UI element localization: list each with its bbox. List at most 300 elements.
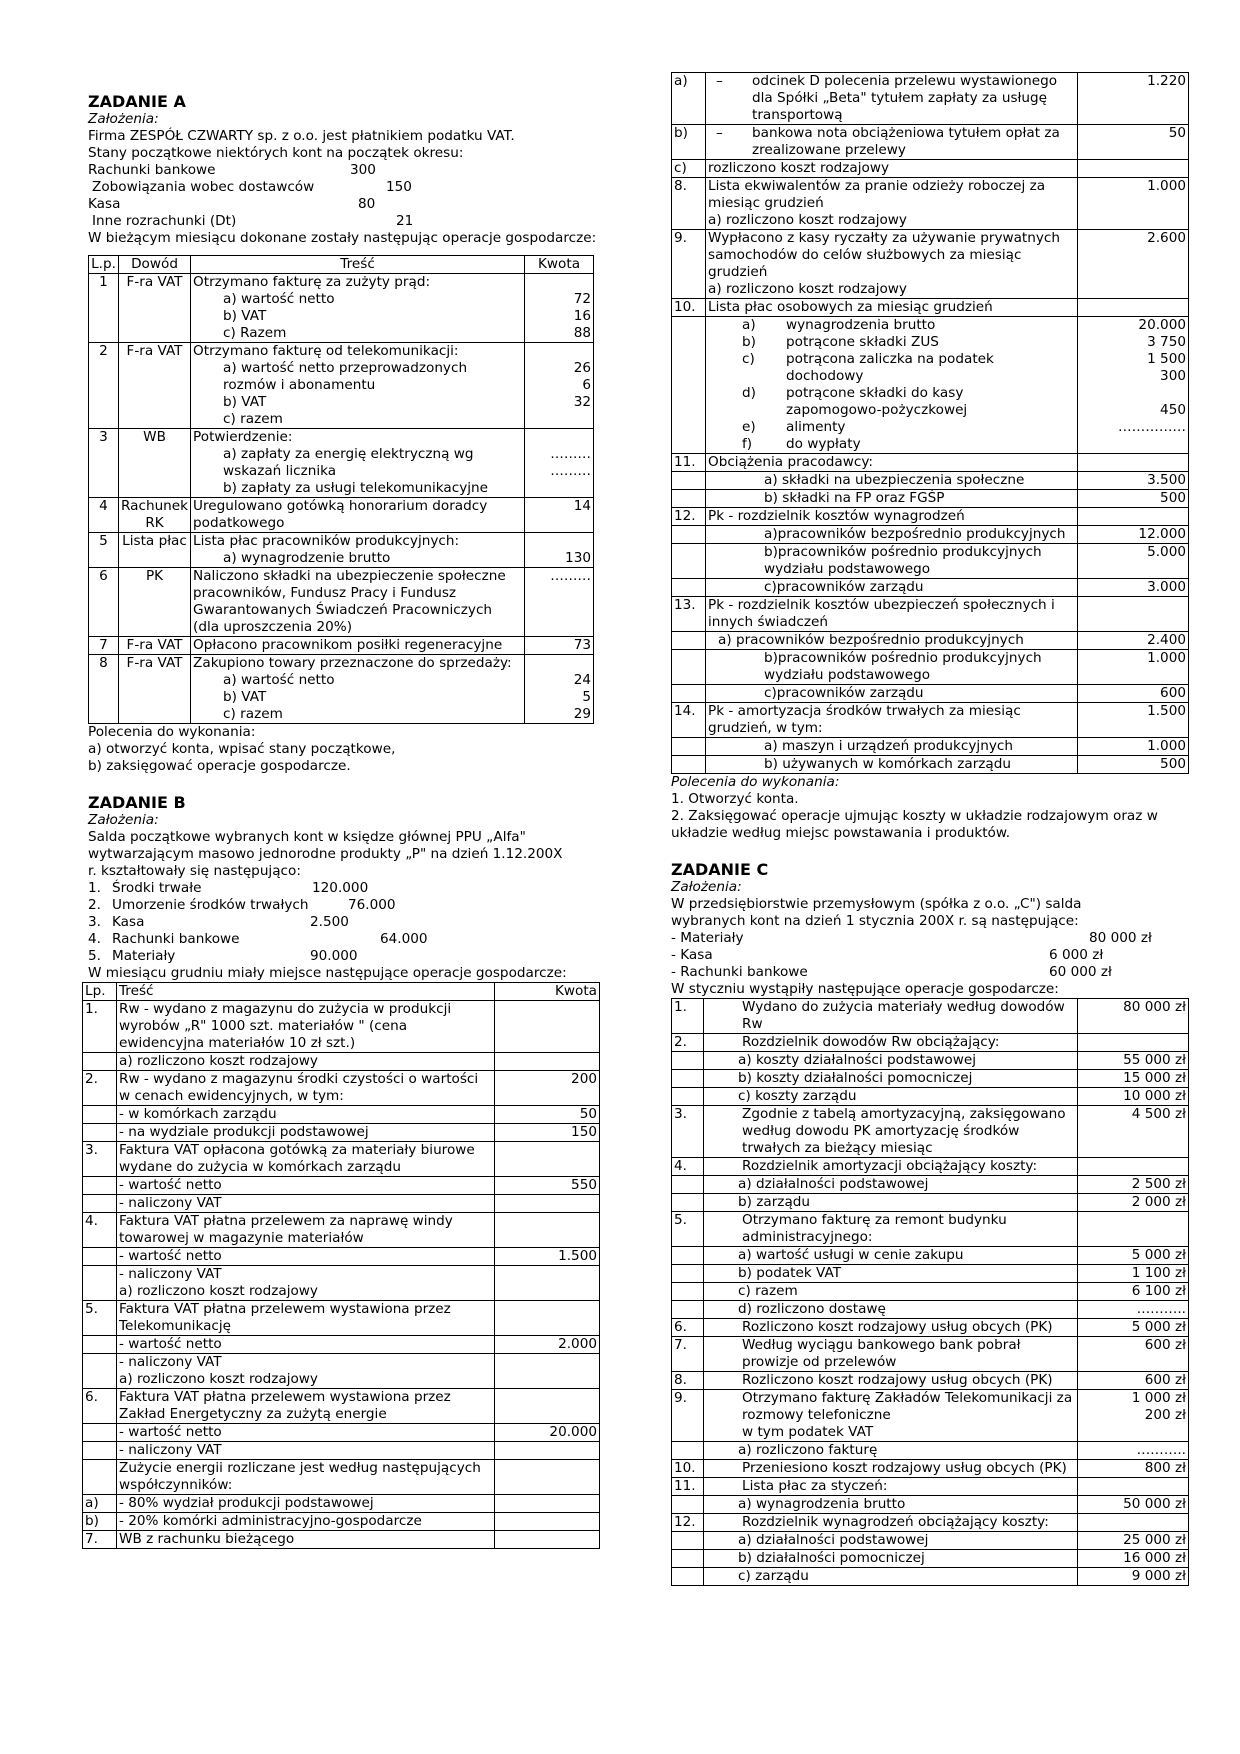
row-number <box>672 1496 704 1514</box>
table-row <box>83 1071 600 1106</box>
table-row <box>672 756 1189 774</box>
row-number <box>672 1247 704 1265</box>
table-row <box>672 472 1189 490</box>
row-amount: 2.600 <box>1078 230 1189 299</box>
row-amount <box>525 533 594 568</box>
row-number <box>672 1532 704 1550</box>
line-amount: 6 <box>582 377 591 393</box>
row-text: Zużycie energii rozliczane jest według następujących współczynników: <box>117 1460 495 1495</box>
balance-value: 80 <box>358 196 376 212</box>
row-number <box>672 738 706 756</box>
row-text: Rw - wydano z magazynu środki czystości o wartości w cenach ewidencyjnych, w tym: <box>117 1071 495 1106</box>
line-amount <box>527 655 591 672</box>
row-text: Pk - rozdzielnik kosztów ubezpieczeń społecznych i innych świadczeń <box>706 597 1078 632</box>
table-row <box>83 1460 600 1495</box>
table-row <box>83 1442 600 1460</box>
balance-no: 2. <box>88 897 101 913</box>
row-amount <box>1078 597 1189 632</box>
row-text <box>191 429 525 498</box>
table-row <box>83 1124 600 1142</box>
zadanie-c-intro2: W styczniu wystąpiły następujące operacje gospodarcze: <box>671 981 1059 997</box>
row-amount: 20.000 <box>495 1424 600 1442</box>
row-number <box>672 685 706 703</box>
row-amount: 2.400 <box>1078 632 1189 650</box>
zadanie-a-intro2: Stany początkowe niektórych kont na początek okresu: <box>88 145 464 161</box>
table-row <box>672 1034 1189 1052</box>
line-text: b) VAT <box>223 689 267 705</box>
balance-name: Rachunki bankowe <box>112 931 240 947</box>
balance-no: 5. <box>88 948 101 964</box>
line-text: Otrzymano fakturę za zużyty prąd: <box>193 274 431 290</box>
row-number <box>672 1550 704 1568</box>
table-row <box>83 1301 600 1336</box>
table-row <box>672 579 1189 597</box>
row-amount: 600 <box>1078 685 1189 703</box>
zadanie-a-intro1: Firma ZESPÓŁ CZWARTY sp. z o.o. jest płatnikiem podatku VAT. <box>88 128 515 144</box>
row-number <box>672 526 706 544</box>
row-amount: 10 000 zł <box>1078 1088 1189 1106</box>
sub-key: c) <box>742 351 755 367</box>
sub-text: wynagrodzenia brutto <box>786 317 936 333</box>
sub-item <box>708 385 1075 419</box>
table-row <box>89 343 594 429</box>
table-row <box>672 1550 1189 1568</box>
row-text: Obciążenia pracodawcy: <box>706 454 1078 472</box>
row-amount: ……….. <box>1078 1301 1189 1319</box>
table-row <box>672 490 1189 508</box>
line-amount: ……… <box>550 568 591 584</box>
row-number: 13. <box>672 597 706 632</box>
balance-name: Materiały <box>112 948 176 964</box>
row-text: a) koszty działalności podstawowej <box>704 1052 1078 1070</box>
sub-key: f) <box>742 436 753 452</box>
row-number: 6. <box>83 1389 117 1424</box>
row-number: 6. <box>672 1319 704 1337</box>
zadanie-b-polecenie-1: 1. Otworzyć konta. <box>671 791 799 807</box>
row-text: Otrzymano fakturę za remont budynku administracyjnego: <box>704 1212 1078 1247</box>
row-amount <box>525 655 594 724</box>
table-row <box>672 299 1189 317</box>
sub-text: potrącone składki do kasy zapomogowo-pożyczkowej <box>786 385 968 418</box>
line-text: Lista płac pracowników produkcyjnych: <box>193 533 460 549</box>
table-row <box>83 1142 600 1177</box>
row-text: - wartość netto <box>117 1177 495 1195</box>
zadanie-a-intro3: W bieżącym miesiącu dokonane zostały następując operacje gospodarcze: <box>88 230 597 246</box>
row-number: 1 <box>89 274 119 343</box>
line-amount: 14 <box>573 498 591 514</box>
row-number <box>672 1052 704 1070</box>
row-text: a) działalności podstawowej <box>704 1532 1078 1550</box>
sub-text: potrącone składki ZUS <box>786 334 939 350</box>
row-amount: 1.220 <box>1078 73 1189 125</box>
zadanie-a-zalozenia: Założenia: <box>88 111 159 127</box>
row-amount <box>1078 317 1189 454</box>
row-text: c)pracowników zarządu <box>706 579 1078 597</box>
col-header: Kwota <box>495 983 600 1001</box>
table-row <box>83 1513 600 1531</box>
row-amount: 12.000 <box>1078 526 1189 544</box>
row-text: b) działalności pomocniczej <box>704 1550 1078 1568</box>
row-text: Faktura VAT płatna przelewem wystawiona przez Zakład Energetyczny za zużytą energie <box>117 1389 495 1424</box>
row-number <box>672 1283 704 1301</box>
row-text: a) wynagrodzenia brutto <box>704 1496 1078 1514</box>
row-number: 4 <box>89 498 119 533</box>
row-text <box>706 317 1078 454</box>
row-number: b) <box>672 125 706 160</box>
row-number <box>83 1424 117 1442</box>
row-amount <box>495 1442 600 1460</box>
table-row <box>672 685 1189 703</box>
row-amount <box>1078 1158 1189 1176</box>
row-amount <box>495 1460 600 1495</box>
line-text: Zakupiono towary przeznaczone do sprzedaży: <box>193 655 512 671</box>
row-amount <box>1078 299 1189 317</box>
table-row <box>83 1213 600 1248</box>
row-amount: 2.000 <box>495 1336 600 1354</box>
row-text: c) razem <box>704 1283 1078 1301</box>
row-text <box>191 274 525 343</box>
sub-key: a) <box>742 317 756 333</box>
row-amount: 3.000 <box>1078 579 1189 597</box>
table-row <box>672 1176 1189 1194</box>
row-number: 3 <box>89 429 119 498</box>
row-text: Rw - wydano z magazynu do zużycia w produkcji wyrobów „R" 1000 szt. materiałów " (cena ewidencyjna materiałów 10 zł szt.) <box>117 1001 495 1053</box>
row-text: Lista płac za styczeń: <box>704 1478 1078 1496</box>
row-text: Przeniesiono koszt rodzajowy usług obcych (PK) <box>704 1460 1078 1478</box>
table-row <box>672 1478 1189 1496</box>
dash: – <box>716 73 723 89</box>
row-number: 7. <box>83 1531 117 1549</box>
row-amount: 5 000 zł <box>1078 1247 1189 1265</box>
row-amount <box>495 1053 600 1071</box>
row-number: a) <box>672 73 706 125</box>
balance-name: - Kasa <box>671 947 713 963</box>
row-text: b) używanych w komórkach zarządu <box>706 756 1078 774</box>
row-document: F-ra VAT <box>119 637 191 655</box>
balance-value: 2.500 <box>310 914 349 930</box>
zadanie-c-title: ZADANIE C <box>671 860 769 879</box>
sub-amount: …………… <box>1118 419 1186 435</box>
col-header: Kwota <box>525 256 594 274</box>
row-text: c) zarządu <box>704 1568 1078 1586</box>
line-text: b) VAT <box>223 308 267 324</box>
row-amount <box>495 1513 600 1531</box>
row-text: b)pracowników pośrednio produkcyjnych wydziału podstawowego <box>706 544 1078 579</box>
row-number <box>672 1265 704 1283</box>
col-header: Treść <box>191 256 525 274</box>
table-row <box>89 498 594 533</box>
row-text: Rozliczono koszt rodzajowy usług obcych (PK) <box>704 1319 1078 1337</box>
row-number <box>83 1248 117 1266</box>
balance-name: Zobowiązania wobec dostawców <box>92 179 315 195</box>
line-text: a) zapłaty za energię elektryczną wg wskazań licznika <box>223 446 474 479</box>
sub-text: alimenty <box>786 419 846 435</box>
row-number: b) <box>83 1513 117 1531</box>
line-text: Naliczono składki na ubezpieczenie społeczne pracowników, Fundusz Pracy i Fundusz Gwarantowanych Świadczeń Pracowniczych (dla uproszczenia 20%) <box>193 568 506 635</box>
line-amount: ……… <box>550 446 591 462</box>
table-row <box>672 1372 1189 1390</box>
row-text: c)pracowników zarządu <box>706 685 1078 703</box>
balance-value: 80 000 zł <box>1089 930 1152 946</box>
balance-name: Kasa <box>112 914 145 930</box>
sub-text: do wypłaty <box>786 436 861 452</box>
row-document: F-ra VAT <box>119 274 191 343</box>
row-amount: 1.000 <box>1078 738 1189 756</box>
row-text: b)pracowników pośrednio produkcyjnych wydziału podstawowego <box>706 650 1078 685</box>
text: odcinek D polecenia przelewu wystawionego dla Spółki „Beta" tytułem zapłaty za usługę transportową <box>752 73 1058 123</box>
zadanie-b-balances <box>88 880 606 965</box>
sub-amount <box>1080 436 1186 453</box>
row-amount: 1.500 <box>1078 703 1189 738</box>
row-text <box>706 178 1078 230</box>
row-text: - 80% wydział produkcji podstawowej <box>117 1495 495 1513</box>
table-row <box>83 1495 600 1513</box>
row-amount <box>1078 454 1189 472</box>
row-number <box>672 472 706 490</box>
row-number <box>672 579 706 597</box>
row-text: Rozdzielnik wynagrodzeń obciążający koszty: <box>704 1514 1078 1532</box>
row-amount: 16 000 zł <box>1078 1550 1189 1568</box>
row-text <box>191 568 525 637</box>
row-number: c) <box>672 160 706 178</box>
line-text: c) Razem <box>223 325 287 341</box>
row-text: Faktura VAT płatna przelewem wystawiona przez Telekomunikację <box>117 1301 495 1336</box>
row-text <box>706 73 1078 125</box>
row-text: Rozliczono koszt rodzajowy usług obcych (PK) <box>704 1372 1078 1390</box>
row-number <box>672 490 706 508</box>
table-row <box>89 655 594 724</box>
row-text: WB z rachunku bieżącego <box>117 1531 495 1549</box>
table-row <box>89 533 594 568</box>
row-number <box>672 1176 704 1194</box>
row-amount <box>1078 1034 1189 1052</box>
line-amount: 29 <box>573 706 591 722</box>
table-row <box>672 1283 1189 1301</box>
zadanie-c-balances <box>671 930 1189 981</box>
row-text: a) rozliczono koszt rodzajowy <box>117 1053 495 1071</box>
table-row <box>672 1106 1189 1158</box>
row-text: Rozdzielnik dowodów Rw obciążający: <box>704 1034 1078 1052</box>
row-amount: 50 <box>495 1106 600 1124</box>
row-number <box>83 1053 117 1071</box>
row-text: Pk - amortyzacja środków trwałych za miesiąc grudzień, w tym: <box>706 703 1078 738</box>
row-text: - naliczony VAT a) rozliczono koszt rodzajowy <box>117 1354 495 1389</box>
row-number: a) <box>83 1495 117 1513</box>
row-amount: 15 000 zł <box>1078 1070 1189 1088</box>
sub-amount: 20.000 <box>1138 317 1186 333</box>
row-number <box>83 1177 117 1195</box>
row-number: 5. <box>672 1212 704 1247</box>
row-amount: 55 000 zł <box>1078 1052 1189 1070</box>
row-amount: 50 <box>1078 125 1189 160</box>
zadanie-c-table <box>671 998 1189 1586</box>
line-text: Potwierdzenie: <box>193 429 293 445</box>
row-amount <box>495 1301 600 1336</box>
balance-value: 120.000 <box>312 880 369 896</box>
table-row <box>672 1390 1189 1442</box>
zadanie-a-polecenie-2: b) zaksięgować operacje gospodarcze. <box>88 758 351 774</box>
table-row <box>83 1266 600 1301</box>
row-number: 4. <box>672 1158 704 1176</box>
dash: – <box>716 125 723 141</box>
row-amount <box>1078 1478 1189 1496</box>
line-text: a) wartość netto <box>223 672 335 688</box>
row-text: d) rozliczono dostawę <box>704 1301 1078 1319</box>
row-amount: 500 <box>1078 490 1189 508</box>
row-amount <box>525 429 594 498</box>
row-text <box>706 230 1078 299</box>
table-row <box>672 1070 1189 1088</box>
table-row <box>672 1442 1189 1460</box>
row-amount: 2 000 zł <box>1078 1194 1189 1212</box>
row-number <box>83 1124 117 1142</box>
row-number: 6 <box>89 568 119 637</box>
row-amount: 2 500 zł <box>1078 1176 1189 1194</box>
row-text: a) pracowników bezpośrednio produkcyjnych <box>706 632 1078 650</box>
row-text: b) zarządu <box>704 1194 1078 1212</box>
row-text: - naliczony VAT <box>117 1195 495 1213</box>
row-number: 1. <box>83 1001 117 1053</box>
line-amount: 5 <box>582 689 591 705</box>
row-number <box>672 756 706 774</box>
row-number: 8 <box>89 655 119 724</box>
row-document: WB <box>119 429 191 498</box>
row-amount <box>1078 1212 1189 1247</box>
row-amount <box>495 1001 600 1053</box>
zadanie-a-table <box>88 255 594 724</box>
line-text: a) wynagrodzenie brutto <box>223 550 391 566</box>
sub-item <box>708 334 1075 351</box>
balance-name: Umorzenie środków trwałych <box>112 897 309 913</box>
balance-name: Środki trwałe <box>112 880 202 896</box>
table-row <box>672 230 1189 299</box>
row-text: - naliczony VAT <box>117 1442 495 1460</box>
table-row <box>672 1460 1189 1478</box>
col-header: Dowód <box>119 256 191 274</box>
row-amount: 1.000 <box>1078 178 1189 230</box>
row-amount <box>495 1266 600 1301</box>
balance-name: - Rachunki bankowe <box>671 964 808 980</box>
table-row <box>672 125 1189 160</box>
row-number: 9. <box>672 1390 704 1442</box>
row-amount: 6 100 zł <box>1078 1283 1189 1301</box>
line-text: Opłacono pracownikom posiłki regeneracyjne <box>193 637 503 653</box>
table-row <box>83 1195 600 1213</box>
row-amount: 80 000 zł <box>1078 999 1189 1034</box>
table-row <box>672 650 1189 685</box>
balance-name: - Materiały <box>671 930 744 946</box>
row-amount: 200 <box>495 1071 600 1106</box>
row-amount: 25 000 zł <box>1078 1532 1189 1550</box>
row-number <box>672 1194 704 1212</box>
balance-value: 21 <box>396 213 414 229</box>
row-text: Wydano do zużycia materiały według dowodów Rw <box>704 999 1078 1034</box>
row-amount <box>525 568 594 637</box>
row-number: 11. <box>672 1478 704 1496</box>
col-header: Lp. <box>83 983 117 1001</box>
row-amount: 550 <box>495 1177 600 1195</box>
balance-value: 6 000 zł <box>1049 947 1104 963</box>
row-text: - 20% komórki administracyjno-gospodarcze <box>117 1513 495 1531</box>
table-row <box>672 73 1189 125</box>
balance-value: 76.000 <box>348 897 396 913</box>
row-number: 1. <box>672 999 704 1034</box>
text: rozliczono koszt rodzajowy <box>708 160 890 176</box>
table-row <box>83 1389 600 1424</box>
table-row <box>672 1301 1189 1319</box>
text: bankowa nota obciążeniowa tytułem opłat za zrealizowane przelewy <box>752 125 1060 158</box>
row-amount <box>495 1389 600 1424</box>
row-number: 12. <box>672 1514 704 1532</box>
table-row <box>83 1177 600 1195</box>
table-row <box>672 703 1189 738</box>
line-amount: 73 <box>573 637 591 653</box>
row-number: 8. <box>672 1372 704 1390</box>
table-row <box>83 1248 600 1266</box>
zadanie-b-polecenia: Polecenia do wykonania: <box>671 774 840 790</box>
row-text <box>191 498 525 533</box>
row-amount: 1.000 <box>1078 650 1189 685</box>
row-text <box>191 343 525 429</box>
row-number <box>83 1195 117 1213</box>
row-number <box>83 1442 117 1460</box>
row-number: 3. <box>83 1142 117 1177</box>
row-text: a) składki na ubezpieczenia społeczne <box>706 472 1078 490</box>
row-amount: 5 000 zł <box>1078 1319 1189 1337</box>
text: Wypłacono z kasy ryczałty za używanie prywatnych samochodów do celów służbowych za miesiąc grudzień a) rozliczono koszt rodzajowy <box>708 230 1061 297</box>
row-amount <box>525 637 594 655</box>
line-amount: 88 <box>573 325 591 341</box>
text: Lista ekwiwalentów za pranie odzieży roboczej za miesiąc grudzień a) rozliczono koszt rodzajowy <box>708 178 1046 228</box>
table-row <box>672 999 1189 1034</box>
row-number <box>672 1088 704 1106</box>
balance-name: Kasa <box>88 196 121 212</box>
line-amount <box>527 533 591 550</box>
row-text <box>706 160 1078 178</box>
table-row <box>672 1194 1189 1212</box>
balance-name: Rachunki bankowe <box>88 162 216 178</box>
table-row <box>672 1319 1189 1337</box>
row-document: Rachunek RK <box>119 498 191 533</box>
table-row <box>83 1106 600 1124</box>
row-text: b) składki na FP oraz FGŚP <box>706 490 1078 508</box>
row-number <box>672 1442 704 1460</box>
row-number <box>672 544 706 579</box>
table-row <box>672 632 1189 650</box>
row-number: 4. <box>83 1213 117 1248</box>
balance-name: Inne rozrachunki (Dt) <box>92 213 237 229</box>
table-row <box>89 274 594 343</box>
table-row <box>672 160 1189 178</box>
row-text: a) rozliczono fakturę <box>704 1442 1078 1460</box>
row-amount: 1 100 zł <box>1078 1265 1189 1283</box>
line-text: a) wartość netto <box>223 291 335 307</box>
row-amount: 9 000 zł <box>1078 1568 1189 1586</box>
balance-value: 300 <box>350 162 376 178</box>
row-number: 2. <box>672 1034 704 1052</box>
line-amount <box>527 274 591 291</box>
table-row <box>672 317 1189 454</box>
line-amount: ……… <box>550 463 591 479</box>
table-row <box>672 526 1189 544</box>
text: Lista płac osobowych za miesiąc grudzień <box>708 299 993 315</box>
row-text: Otrzymano fakturę Zakładów Telekomunikacji za rozmowy telefoniczne w tym podatek VAT <box>704 1390 1078 1442</box>
row-number: 7. <box>672 1337 704 1372</box>
zadanie-b-table-continued <box>671 72 1189 774</box>
row-document: Lista płac <box>119 533 191 568</box>
row-number <box>83 1266 117 1301</box>
line-amount <box>527 343 591 360</box>
